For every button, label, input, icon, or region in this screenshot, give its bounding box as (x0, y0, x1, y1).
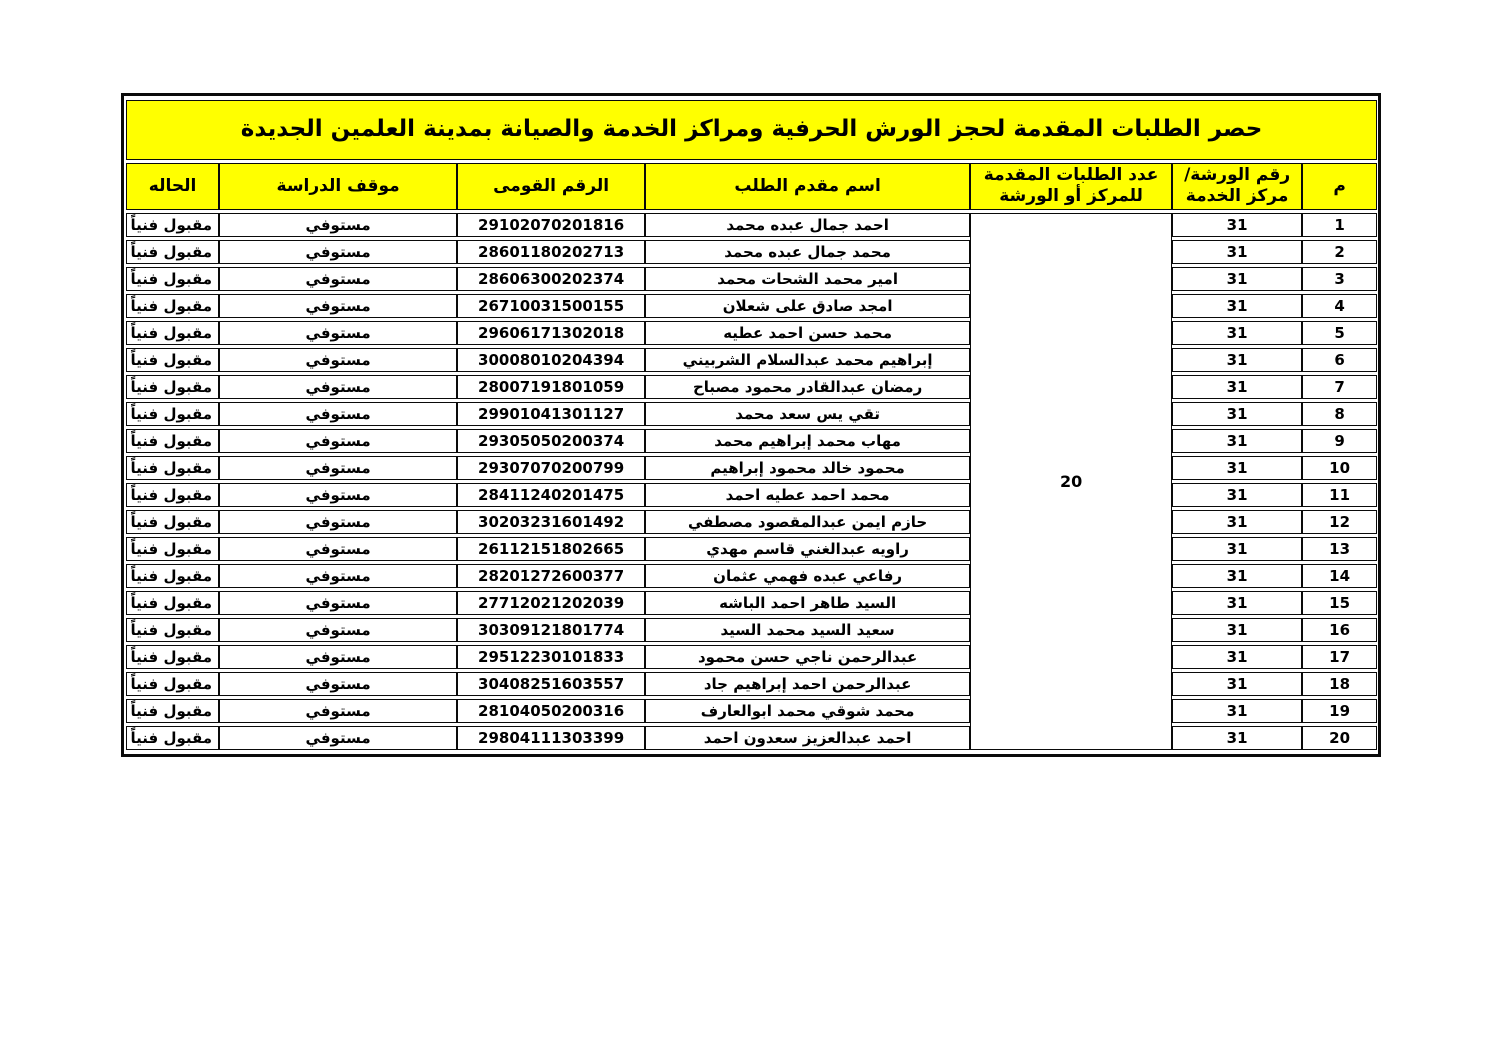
cell-status: مقبول فنياً (126, 672, 219, 696)
header-national-id: الرقم القومى (457, 163, 645, 210)
table-row (126, 429, 1377, 453)
cell-serial: 18 (1302, 672, 1377, 696)
cell-study-status: مستوفي (219, 348, 457, 372)
cell-study-status: مستوفي (219, 294, 457, 318)
cell-serial: 17 (1302, 645, 1377, 669)
cell-workshop-number: 31 (1172, 483, 1302, 507)
table-row (126, 726, 1377, 750)
cell-workshop-number: 31 (1172, 699, 1302, 723)
cell-serial: 10 (1302, 456, 1377, 480)
cell-serial: 6 (1302, 348, 1377, 372)
table-row (126, 321, 1377, 345)
cell-status: مقبول فنياً (126, 591, 219, 615)
cell-applicant-name: امير محمد الشحات محمد (645, 267, 970, 291)
cell-serial: 13 (1302, 537, 1377, 561)
cell-status: مقبول فنياً (126, 510, 219, 534)
cell-workshop-number: 31 (1172, 294, 1302, 318)
header-status: الحاله (126, 163, 219, 210)
cell-national-id: 29804111303399 (457, 726, 645, 750)
table-row (126, 375, 1377, 399)
cell-applicant-name: محمد شوقي محمد ابوالعارف (645, 699, 970, 723)
cell-study-status: مستوفي (219, 456, 457, 480)
cell-serial: 4 (1302, 294, 1377, 318)
applications-table-wrapper (121, 93, 1381, 757)
header-study-status: موقف الدراسة (219, 163, 457, 210)
cell-national-id: 30008010204394 (457, 348, 645, 372)
cell-national-id: 26112151802665 (457, 537, 645, 561)
table-row (126, 537, 1377, 561)
table-row (126, 672, 1377, 696)
cell-study-status: مستوفي (219, 375, 457, 399)
cell-serial: 12 (1302, 510, 1377, 534)
header-workshop-number: رقم الورشة/ مركز الخدمة (1172, 163, 1302, 210)
cell-national-id: 29307070200799 (457, 456, 645, 480)
table-row (126, 699, 1377, 723)
cell-study-status: مستوفي (219, 591, 457, 615)
cell-applicant-name: رمضان عبدالقادر محمود مصباح (645, 375, 970, 399)
cell-national-id: 29102070201816 (457, 213, 645, 237)
cell-applicant-name: مهاب محمد إبراهيم محمد (645, 429, 970, 453)
cell-applicant-name: إبراهيم محمد عبدالسلام الشربيني (645, 348, 970, 372)
cell-study-status: مستوفي (219, 564, 457, 588)
cell-status: مقبول فنياً (126, 456, 219, 480)
cell-status: مقبول فنياً (126, 645, 219, 669)
cell-status: مقبول فنياً (126, 267, 219, 291)
cell-applicant-name: رفاعي عبده فهمي عثمان (645, 564, 970, 588)
cell-study-status: مستوفي (219, 672, 457, 696)
cell-workshop-number: 31 (1172, 402, 1302, 426)
cell-national-id: 29606171302018 (457, 321, 645, 345)
header-serial: م (1302, 163, 1377, 210)
cell-applicant-name: راويه عبدالغني قاسم مهدي (645, 537, 970, 561)
cell-serial: 15 (1302, 591, 1377, 615)
cell-workshop-number: 31 (1172, 348, 1302, 372)
cell-workshop-number: 31 (1172, 591, 1302, 615)
cell-workshop-number: 31 (1172, 645, 1302, 669)
header-applications-count: عدد الطلبات المقدمة للمركز أو الورشة (970, 163, 1172, 210)
table-row (126, 645, 1377, 669)
cell-workshop-number: 31 (1172, 240, 1302, 264)
cell-workshop-number: 31 (1172, 726, 1302, 750)
cell-status: مقبول فنياً (126, 483, 219, 507)
header-applicant-name: اسم مقدم الطلب (645, 163, 970, 210)
table-row (126, 267, 1377, 291)
cell-status: مقبول فنياً (126, 699, 219, 723)
cell-study-status: مستوفي (219, 699, 457, 723)
cell-study-status: مستوفي (219, 213, 457, 237)
cell-workshop-number: 31 (1172, 321, 1302, 345)
cell-applicant-name: عبدالرحمن احمد إبراهيم جاد (645, 672, 970, 696)
cell-serial: 16 (1302, 618, 1377, 642)
cell-applicant-name: احمد جمال عبده محمد (645, 213, 970, 237)
cell-serial: 20 (1302, 726, 1377, 750)
cell-national-id: 26710031500155 (457, 294, 645, 318)
cell-applicant-name: محمد حسن احمد عطيه (645, 321, 970, 345)
cell-applicant-name: محمد احمد عطيه احمد (645, 483, 970, 507)
table-row (126, 240, 1377, 264)
cell-workshop-number: 31 (1172, 564, 1302, 588)
cell-national-id: 28007191801059 (457, 375, 645, 399)
cell-serial: 1 (1302, 213, 1377, 237)
table-row (126, 294, 1377, 318)
cell-applicant-name: سعيد السيد محمد السيد (645, 618, 970, 642)
cell-study-status: مستوفي (219, 645, 457, 669)
cell-status: مقبول فنياً (126, 537, 219, 561)
table-row (126, 591, 1377, 615)
cell-workshop-number: 31 (1172, 375, 1302, 399)
cell-study-status: مستوفي (219, 483, 457, 507)
cell-status: مقبول فنياً (126, 375, 219, 399)
cell-national-id: 28411240201475 (457, 483, 645, 507)
cell-status: مقبول فنياً (126, 294, 219, 318)
cell-study-status: مستوفي (219, 726, 457, 750)
table-row (126, 213, 1377, 237)
cell-applicant-name: امجد صادق على شعلان (645, 294, 970, 318)
table-row (126, 456, 1377, 480)
applications-table (126, 97, 1377, 753)
cell-serial: 11 (1302, 483, 1377, 507)
cell-status: مقبول فنياً (126, 618, 219, 642)
cell-national-id: 29305050200374 (457, 429, 645, 453)
cell-applicant-name: محمود خالد محمود إبراهيم (645, 456, 970, 480)
cell-study-status: مستوفي (219, 267, 457, 291)
cell-national-id: 30203231601492 (457, 510, 645, 534)
cell-study-status: مستوفي (219, 429, 457, 453)
cell-status: مقبول فنياً (126, 564, 219, 588)
title-row (126, 100, 1377, 160)
cell-serial: 8 (1302, 402, 1377, 426)
cell-serial: 9 (1302, 429, 1377, 453)
cell-workshop-number: 31 (1172, 672, 1302, 696)
cell-national-id: 28201272600377 (457, 564, 645, 588)
cell-national-id: 29901041301127 (457, 402, 645, 426)
cell-study-status: مستوفي (219, 510, 457, 534)
cell-workshop-number: 31 (1172, 510, 1302, 534)
table-row (126, 564, 1377, 588)
cell-workshop-number: 31 (1172, 618, 1302, 642)
cell-applicant-name: عبدالرحمن ناجي حسن محمود (645, 645, 970, 669)
table-row (126, 510, 1377, 534)
cell-status: مقبول فنياً (126, 726, 219, 750)
cell-applications-total: 20 (970, 213, 1172, 750)
cell-serial: 7 (1302, 375, 1377, 399)
cell-national-id: 30408251603557 (457, 672, 645, 696)
table-body (126, 213, 1377, 750)
cell-workshop-number: 31 (1172, 537, 1302, 561)
cell-national-id: 28606300202374 (457, 267, 645, 291)
page-title: حصر الطلبات المقدمة لحجز الورش الحرفية ومراكز الخدمة والصيانة بمدينة العلمين الجديدة (126, 100, 1377, 160)
cell-workshop-number: 31 (1172, 267, 1302, 291)
cell-serial: 19 (1302, 699, 1377, 723)
cell-serial: 3 (1302, 267, 1377, 291)
cell-national-id: 30309121801774 (457, 618, 645, 642)
cell-serial: 5 (1302, 321, 1377, 345)
cell-status: مقبول فنياً (126, 240, 219, 264)
cell-status: مقبول فنياً (126, 348, 219, 372)
cell-applicant-name: احمد عبدالعزيز سعدون احمد (645, 726, 970, 750)
cell-study-status: مستوفي (219, 537, 457, 561)
cell-applicant-name: السيد طاهر احمد الباشه (645, 591, 970, 615)
table-row (126, 618, 1377, 642)
cell-applicant-name: محمد جمال عبده محمد (645, 240, 970, 264)
cell-applicant-name: حازم ايمن عبدالمقصود مصطفي (645, 510, 970, 534)
cell-status: مقبول فنياً (126, 402, 219, 426)
cell-study-status: مستوفي (219, 618, 457, 642)
cell-status: مقبول فنياً (126, 321, 219, 345)
cell-workshop-number: 31 (1172, 429, 1302, 453)
cell-study-status: مستوفي (219, 240, 457, 264)
cell-national-id: 27712021202039 (457, 591, 645, 615)
cell-workshop-number: 31 (1172, 456, 1302, 480)
cell-status: مقبول فنياً (126, 213, 219, 237)
cell-national-id: 29512230101833 (457, 645, 645, 669)
table-row (126, 402, 1377, 426)
cell-study-status: مستوفي (219, 321, 457, 345)
table-row (126, 348, 1377, 372)
column-header-row (126, 163, 1377, 210)
cell-status: مقبول فنياً (126, 429, 219, 453)
cell-study-status: مستوفي (219, 402, 457, 426)
cell-national-id: 28104050200316 (457, 699, 645, 723)
cell-applicant-name: تقي يس سعد محمد (645, 402, 970, 426)
table-row (126, 483, 1377, 507)
cell-serial: 2 (1302, 240, 1377, 264)
cell-serial: 14 (1302, 564, 1377, 588)
cell-national-id: 28601180202713 (457, 240, 645, 264)
cell-workshop-number: 31 (1172, 213, 1302, 237)
